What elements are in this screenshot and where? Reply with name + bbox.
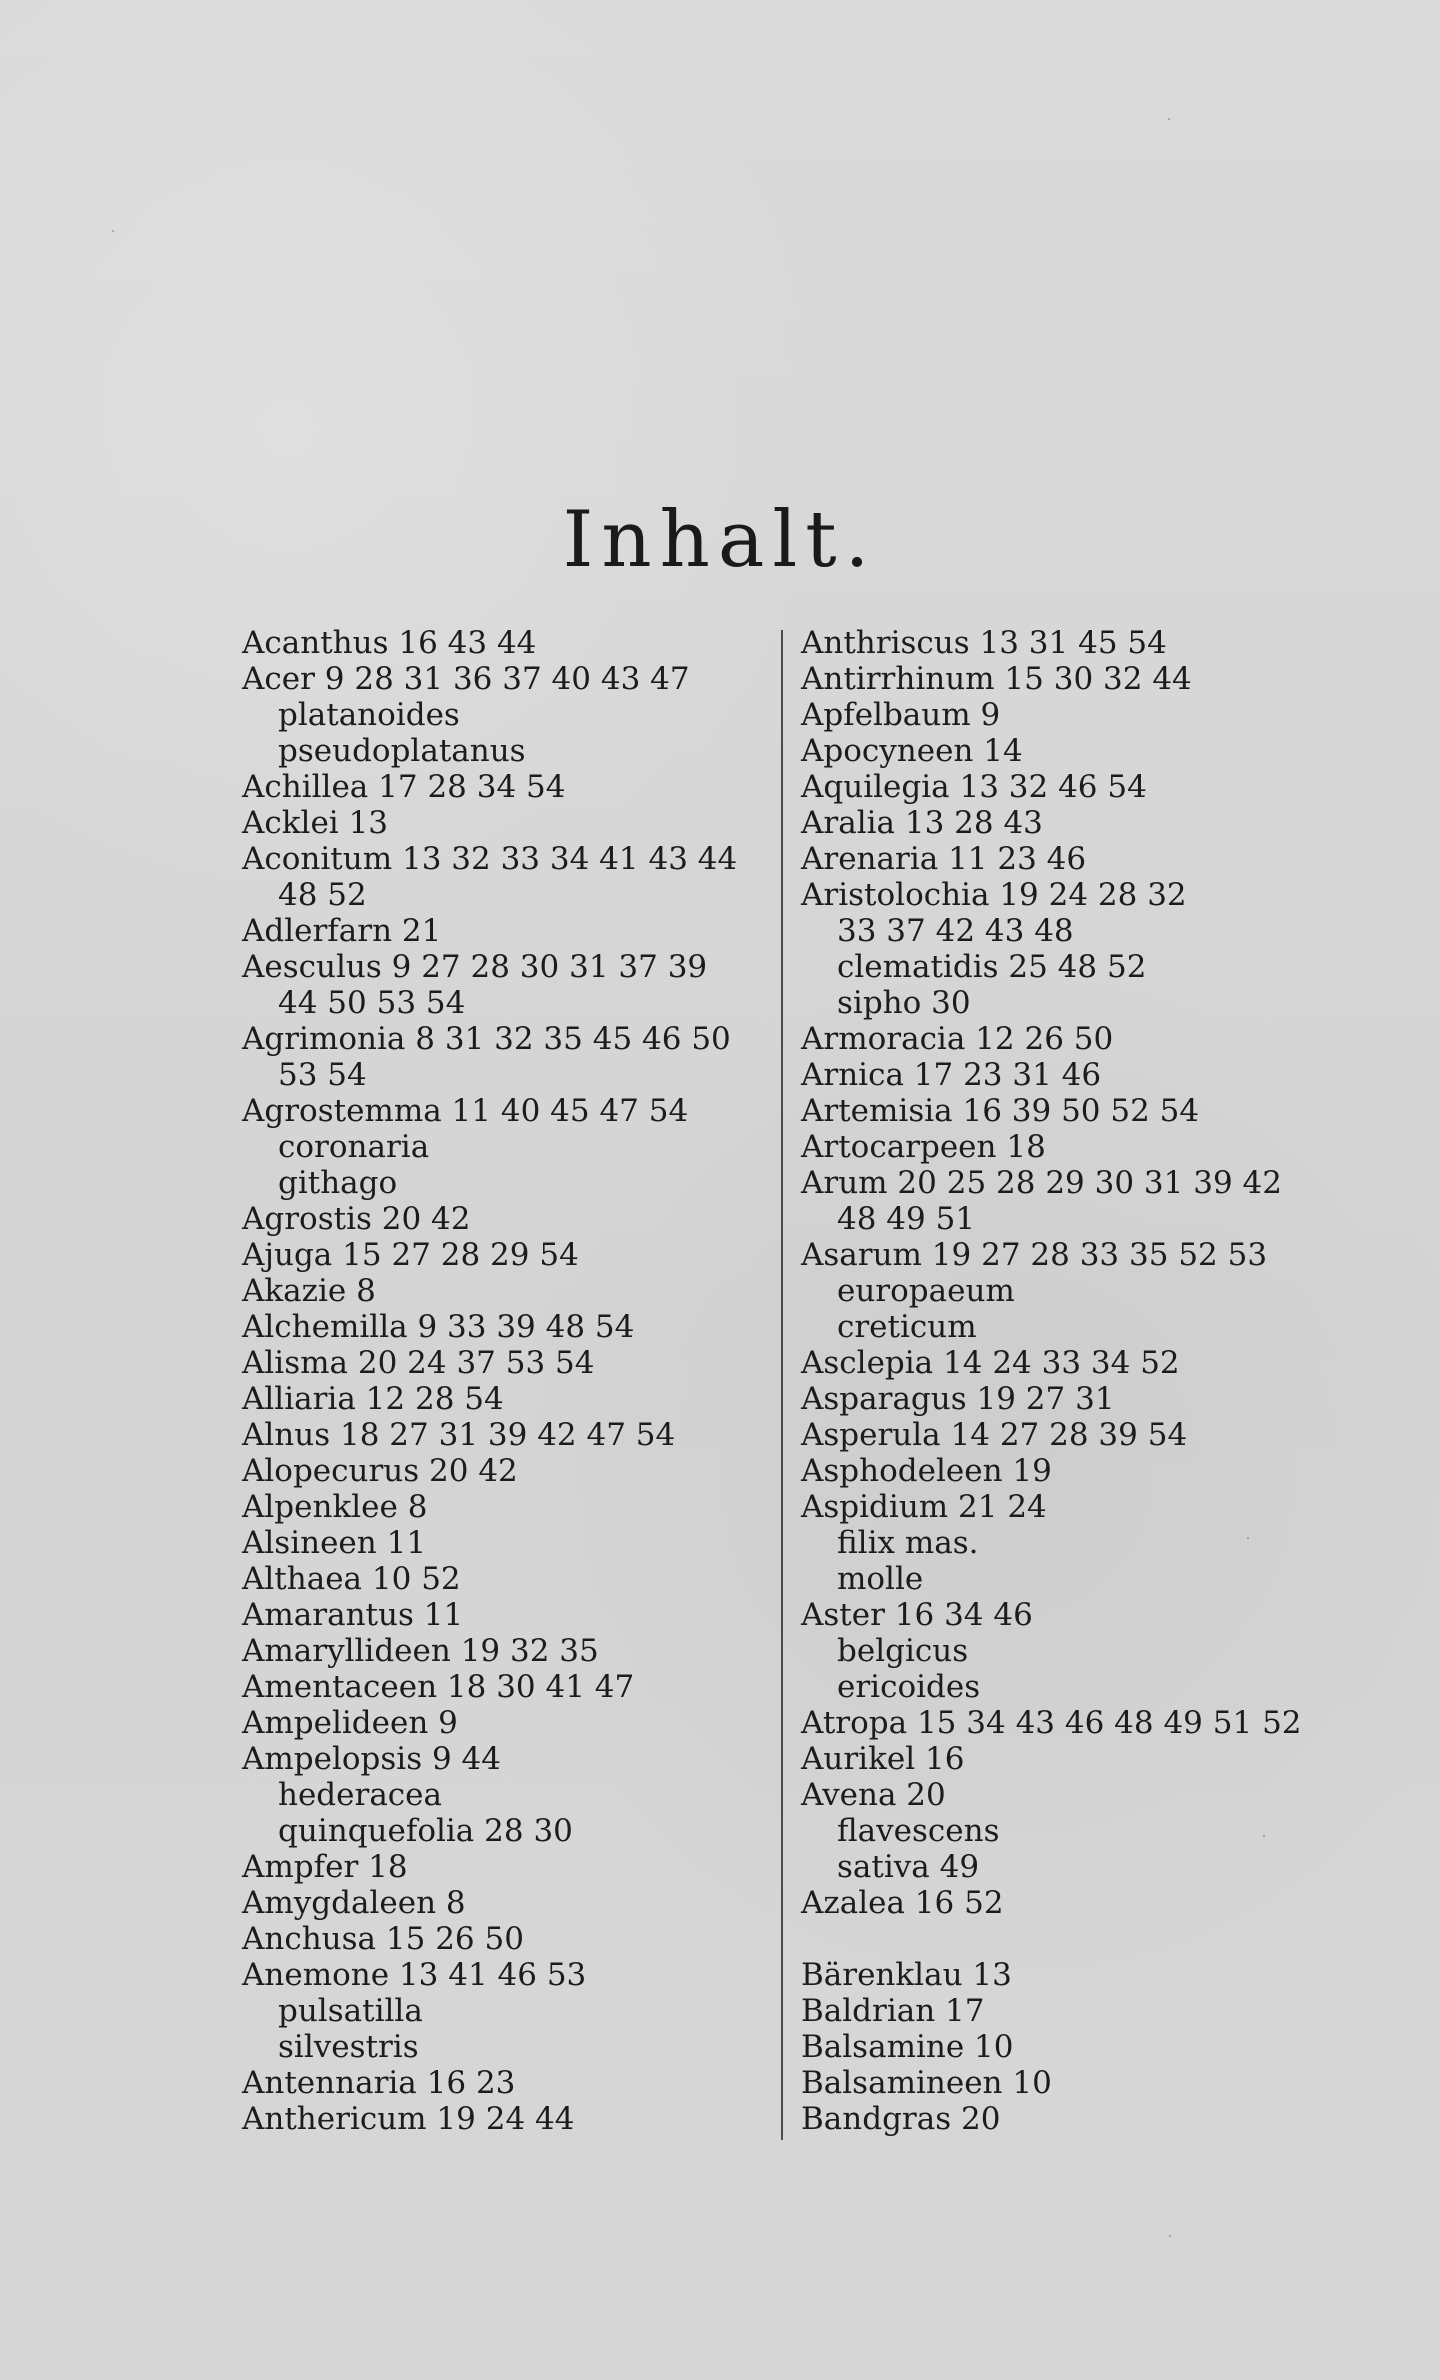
index-entry: Artocarpeen 18 [801,1129,1046,1165]
index-entry: silvestris [278,2029,419,2065]
index-entry: Acklei 13 [242,805,389,841]
index-entry: Bandgras 20 [801,2101,1001,2137]
index-entry: Alopecurus 20 42 [242,1453,518,1489]
index-entry: Amentaceen 18 30 41 47 [242,1669,635,1705]
index-entry: Acer 9 28 31 36 37 40 43 47 [242,661,690,697]
index-entry: Asclepia 14 24 33 34 52 [801,1345,1180,1381]
index-entry: Agrimonia 8 31 32 35 45 46 50 [242,1021,731,1057]
index-entry: Ampfer 18 [242,1849,408,1885]
index-entry: pulsatilla [278,1993,423,2029]
index-entry: Alpenklee 8 [242,1489,428,1525]
index-entry: Amygdaleen 8 [242,1885,466,1921]
index-entry: belgicus [837,1633,969,1669]
index-entry: Balsamineen 10 [801,2065,1052,2101]
index-entry: Alisma 20 24 37 53 54 [242,1345,595,1381]
index-entry: Arnica 17 23 31 46 [801,1057,1102,1093]
index-entry: Artemisia 16 39 50 52 54 [801,1093,1200,1129]
index-entry: Asarum 19 27 28 33 35 52 53 [801,1237,1268,1273]
index-entry: Anthericum 19 24 44 [242,2101,575,2137]
index-entry: Amaryllideen 19 32 35 [242,1633,599,1669]
index-entry: 48 52 [278,877,367,913]
index-entry: Asphodeleen 19 [801,1453,1052,1489]
paper-speck [1263,1835,1265,1837]
index-entry: Aconitum 13 32 33 34 41 43 44 [242,841,738,877]
index-entry: Agrostis 20 42 [242,1201,471,1237]
index-entry: hederacea [278,1777,442,1813]
index-entry: Achillea 17 28 34 54 [242,769,566,805]
index-entry: platanoides [278,697,460,733]
index-entry: githago [278,1165,398,1201]
index-entry: Anchusa 15 26 50 [242,1921,524,1957]
index-entry: ericoides [837,1669,981,1705]
index-column-right [801,625,1341,2137]
index-entry: Aster 16 34 46 [801,1597,1033,1633]
index-entry: coronaria [278,1129,430,1165]
index-entry: Adlerfarn 21 [242,913,442,949]
index-entry: creticum [837,1309,977,1345]
index-entry: Agrostemma 11 40 45 47 54 [242,1093,689,1129]
index-entry: quinquefolia 28 30 [278,1813,573,1849]
index-entry: 33 37 42 43 48 [837,913,1074,949]
paper-speck [1247,1537,1249,1539]
page-title: Inhalt. [562,495,878,585]
index-entry: Aquilegia 13 32 46 54 [801,769,1147,805]
index-entry: Aesculus 9 27 28 30 31 37 39 [242,949,708,985]
paper-speck [1169,2235,1171,2237]
paper-speck [112,230,114,232]
index-entry: flavescens [837,1813,1000,1849]
index-entry: Alnus 18 27 31 39 42 47 54 [242,1417,676,1453]
index-entry: Anthriscus 13 31 45 54 [801,625,1167,661]
index-entry: clematidis 25 48 52 [837,949,1147,985]
index-entry: Aurikel 16 [801,1741,965,1777]
index-entry: Akazie 8 [242,1273,376,1309]
paper-speck [1168,118,1170,120]
index-entry: 53 54 [278,1057,367,1093]
index-entry: Avena 20 [801,1777,946,1813]
index-entry: pseudoplatanus [278,733,526,769]
index-entry: Baldrian 17 [801,1993,985,2029]
index-entry: sipho 30 [837,985,971,1021]
index-entry: Apfelbaum 9 [801,697,1001,733]
index-entry: Alliaria 12 28 54 [242,1381,504,1417]
index-entry: Atropa 15 34 43 46 48 49 51 52 [801,1705,1302,1741]
index-entry: Asparagus 19 27 31 [801,1381,1115,1417]
index-entry: Alsineen 11 [242,1525,427,1561]
index-entry: Bärenklau 13 [801,1957,1012,1993]
index-entry: 44 50 53 54 [278,985,466,1021]
index-entry: Balsamine 10 [801,2029,1014,2065]
index-entry: Amarantus 11 [242,1597,464,1633]
index-entry: Anemone 13 41 46 53 [242,1957,587,1993]
index-entry: Aristolochia 19 24 28 32 [801,877,1187,913]
index-entry: Arenaria 11 23 46 [801,841,1087,877]
index-entry: Armoracia 12 26 50 [801,1021,1114,1057]
index-entry: Althaea 10 52 [242,1561,461,1597]
index-entry: Ajuga 15 27 28 29 54 [242,1237,579,1273]
index-entry: Aspidium 21 24 [801,1489,1047,1525]
index-entry: Antennaria 16 23 [242,2065,516,2101]
index-entry: sativa 49 [837,1849,980,1885]
index-entry: Arum 20 25 28 29 30 31 39 42 [801,1165,1282,1201]
index-entry: Azalea 16 52 [801,1885,1004,1921]
index-entry: Asperula 14 27 28 39 54 [801,1417,1188,1453]
index-entry: Antirrhinum 15 30 32 44 [801,661,1192,697]
index-entry: europaeum [837,1273,1015,1309]
column-divider [781,630,783,2140]
index-entry: Ampelideen 9 [242,1705,458,1741]
index-entry: Aralia 13 28 43 [801,805,1043,841]
index-entry: 48 49 51 [837,1201,976,1237]
index-entry: Alchemilla 9 33 39 48 54 [242,1309,635,1345]
section-gap [801,1921,1341,1957]
index-entry: Acanthus 16 43 44 [242,625,537,661]
index-entry: Apocyneen 14 [801,733,1023,769]
index-column-left [242,625,782,2137]
index-entry: molle [837,1561,924,1597]
index-entry: filix mas. [837,1525,979,1561]
index-entry: Ampelopsis 9 44 [242,1741,502,1777]
